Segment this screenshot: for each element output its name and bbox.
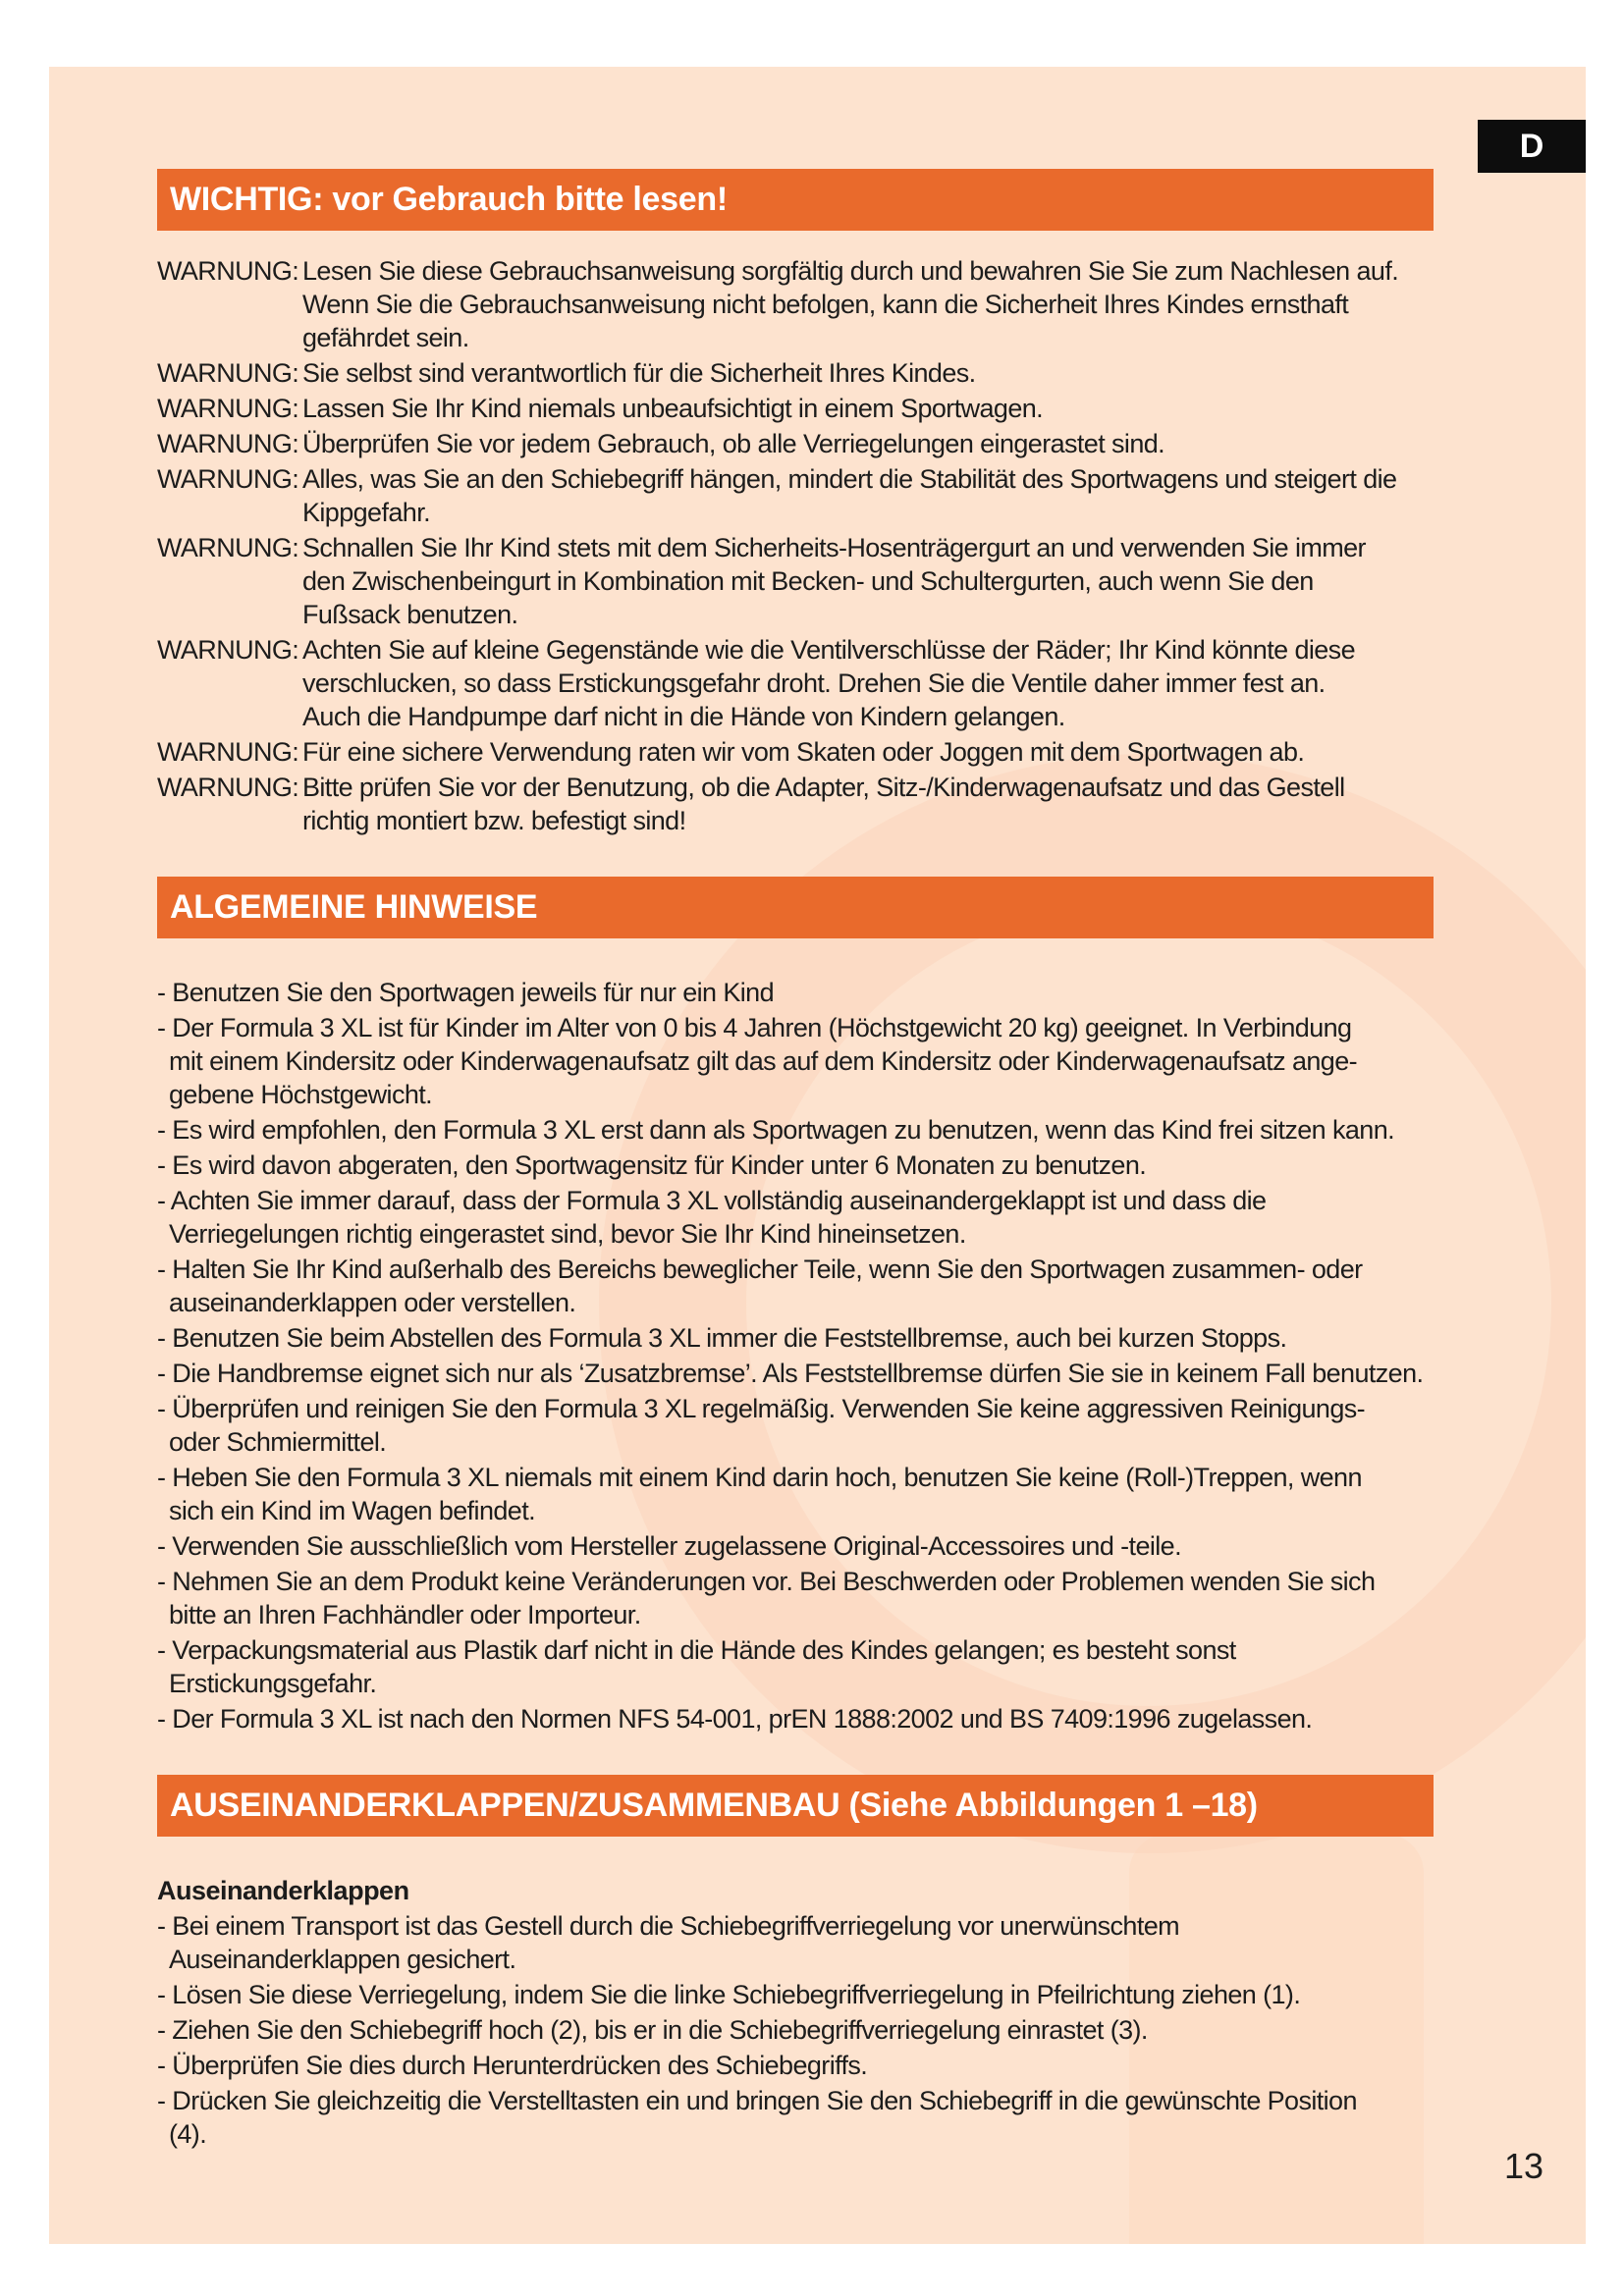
warning-label: WARNUNG: — [157, 533, 299, 562]
language-tab: D — [1478, 120, 1586, 173]
warning-label: WARNUNG: — [157, 464, 299, 494]
list-item: - Es wird empfohlen, den Formula 3 XL erst dann als Sportwagen zu benutzen, wenn das Kind frei sitzen kann. — [157, 1115, 1395, 1145]
list-item: - Der Formula 3 XL ist für Kinder im Alter von 0 bis 4 Jahren (Höchstgewicht 20 kg) geeignet. In Verbindung mit einem Kindersitz oder Kinderwagenaufsatz gilt das auf dem Kindersitz oder Kinderwagenaufsatz ange- gebene Höchstgewicht. — [157, 1013, 1358, 1109]
list-item: - Benutzen Sie den Sportwagen jeweils für nur ein Kind — [157, 978, 774, 1007]
list-item: - Verpackungsmaterial aus Plastik darf nicht in die Hände des Kindes gelangen; es besteht sonst Erstickungsgefahr. — [157, 1635, 1236, 1698]
unfolding-steps-list — [157, 1909, 1434, 2151]
warning-label: WARNUNG: — [157, 256, 299, 286]
list-item: - Die Handbremse eignet sich nur als ‘Zusatzbremse’. Als Feststellbremse dürfen Sie sie in keinem Fall benutzen. — [157, 1359, 1424, 1388]
warning-item — [157, 633, 1434, 733]
section-header-important: WICHTIG: vor Gebrauch bitte lesen! — [157, 169, 1434, 231]
warning-item — [157, 427, 1434, 460]
warning-item — [157, 462, 1434, 529]
list-item: - Es wird davon abgeraten, den Sportwagensitz für Kinder unter 6 Monaten zu benutzen. — [157, 1150, 1147, 1180]
page-content — [157, 169, 1434, 2153]
list-item: - Nehmen Sie an dem Produkt keine Veränderungen vor. Bei Beschwerden oder Problemen wenden Sie sich bitte an Ihren Fachhändler oder Importeur. — [157, 1567, 1376, 1629]
list-item: - Überprüfen und reinigen Sie den Formula 3 XL regelmäßig. Verwenden Sie keine aggressiven Reinigungs- oder Schmiermittel. — [157, 1394, 1366, 1457]
warning-label: WARNUNG: — [157, 394, 299, 423]
warning-text: Überprüfen Sie vor jedem Gebrauch, ob alle Verriegelungen eingerastet sind. — [302, 429, 1165, 458]
warning-item — [157, 392, 1434, 425]
warning-text: Lesen Sie diese Gebrauchsanweisung sorgfältig durch und bewahren Sie Sie zum Nachlesen auf. Wenn Sie die Gebrauchsanweisung nicht befolgen, kann die Sicherheit Ihres Kindes ernsthaft gefährdet sein. — [302, 256, 1399, 352]
list-item: - Halten Sie Ihr Kind außerhalb des Bereichs beweglicher Teile, wenn Sie den Sportwagen zusammen- oder auseinanderklappen oder verstellen. — [157, 1255, 1363, 1317]
section-header-general-notes: ALGEMEINE HINWEISE — [157, 877, 1434, 938]
warning-label: WARNUNG: — [157, 429, 299, 458]
warning-item — [157, 735, 1434, 769]
warning-text: Bitte prüfen Sie vor der Benutzung, ob die Adapter, Sitz-/Kinderwagenaufsatz und das Gestell richtig montiert bzw. befestigt sind! — [302, 773, 1345, 835]
warning-text: Alles, was Sie an den Schiebegriff hängen, mindert die Stabilität des Sportwagens und steigert die Kippgefahr. — [302, 464, 1397, 527]
section-header-unfolding-assembly: AUSEINANDERKLAPPEN/ZUSAMMENBAU (Siehe Abbildungen 1 –18) — [157, 1775, 1434, 1837]
warning-text: Achten Sie auf kleine Gegenstände wie die Ventilverschlüsse der Räder; Ihr Kind könnte diese verschlucken, so dass Erstickungsgefahr droht. Drehen Sie die Ventile daher immer fest an. Auch die Handpumpe darf nicht in die Hände von Kindern gelangen. — [302, 635, 1355, 731]
warning-item — [157, 531, 1434, 631]
list-item: - Bei einem Transport ist das Gestell durch die Schiebegriffverriegelung vor unerwünschtem Auseinanderklappen gesichert. — [157, 1911, 1180, 1974]
list-item: - Benutzen Sie beim Abstellen des Formula 3 XL immer die Feststellbremse, auch bei kurzen Stopps. — [157, 1323, 1287, 1353]
warning-label: WARNUNG: — [157, 635, 299, 665]
list-item: - Heben Sie den Formula 3 XL niemals mit einem Kind darin hoch, benutzen Sie keine (Roll-)Treppen, wenn sich ein Kind im Wagen befindet. — [157, 1463, 1362, 1525]
subheading-unfolding: Auseinanderklappen — [157, 1876, 409, 1905]
warning-text: Schnallen Sie Ihr Kind stets mit dem Sicherheits-Hosenträgergurt an und verwenden Sie immer den Zwischenbeingurt in Kombination mit Becken- und Schultergurten, auch wenn Sie den Fußsack benutzen. — [302, 533, 1366, 629]
page-number: 13 — [1504, 2146, 1544, 2186]
list-item: - Verwenden Sie ausschließlich vom Hersteller zugelassene Original-Accessoires und -teile. — [157, 1531, 1181, 1561]
list-item: - Lösen Sie diese Verriegelung, indem Sie die linke Schiebegriffverriegelung in Pfeilrichtung ziehen (1). — [157, 1980, 1301, 2009]
general-notes-list — [157, 976, 1434, 1735]
list-item: - Achten Sie immer darauf, dass der Formula 3 XL vollständig auseinandergeklappt ist und dass die Verriegelungen richtig eingerastet sind, bevor Sie Ihr Kind hineinsetzen. — [157, 1186, 1267, 1249]
warning-item — [157, 356, 1434, 390]
warning-label: WARNUNG: — [157, 737, 299, 767]
list-item: - Der Formula 3 XL ist nach den Normen NFS 54-001, prEN 1888:2002 und BS 7409:1996 zugelassen. — [157, 1704, 1313, 1734]
warning-text: Lassen Sie Ihr Kind niemals unbeaufsichtigt in einem Sportwagen. — [302, 394, 1044, 423]
warning-item — [157, 254, 1434, 354]
warnings-list — [157, 254, 1434, 837]
warning-text: Für eine sichere Verwendung raten wir vom Skaten oder Joggen mit dem Sportwagen ab. — [302, 737, 1305, 767]
list-item: - Überprüfen Sie dies durch Herunterdrücken des Schiebegriffs. — [157, 2051, 868, 2080]
warning-label: WARNUNG: — [157, 358, 299, 388]
warning-item — [157, 771, 1434, 837]
warning-text: Sie selbst sind verantwortlich für die Sicherheit Ihres Kindes. — [302, 358, 976, 388]
list-item: - Ziehen Sie den Schiebegriff hoch (2), bis er in die Schiebegriffverriegelung einrastet (3). — [157, 2015, 1148, 2045]
warning-label: WARNUNG: — [157, 773, 299, 802]
list-item: - Drücken Sie gleichzeitig die Verstelltasten ein und bringen Sie den Schiebegriff in die gewünschte Position (4). — [157, 2086, 1357, 2149]
